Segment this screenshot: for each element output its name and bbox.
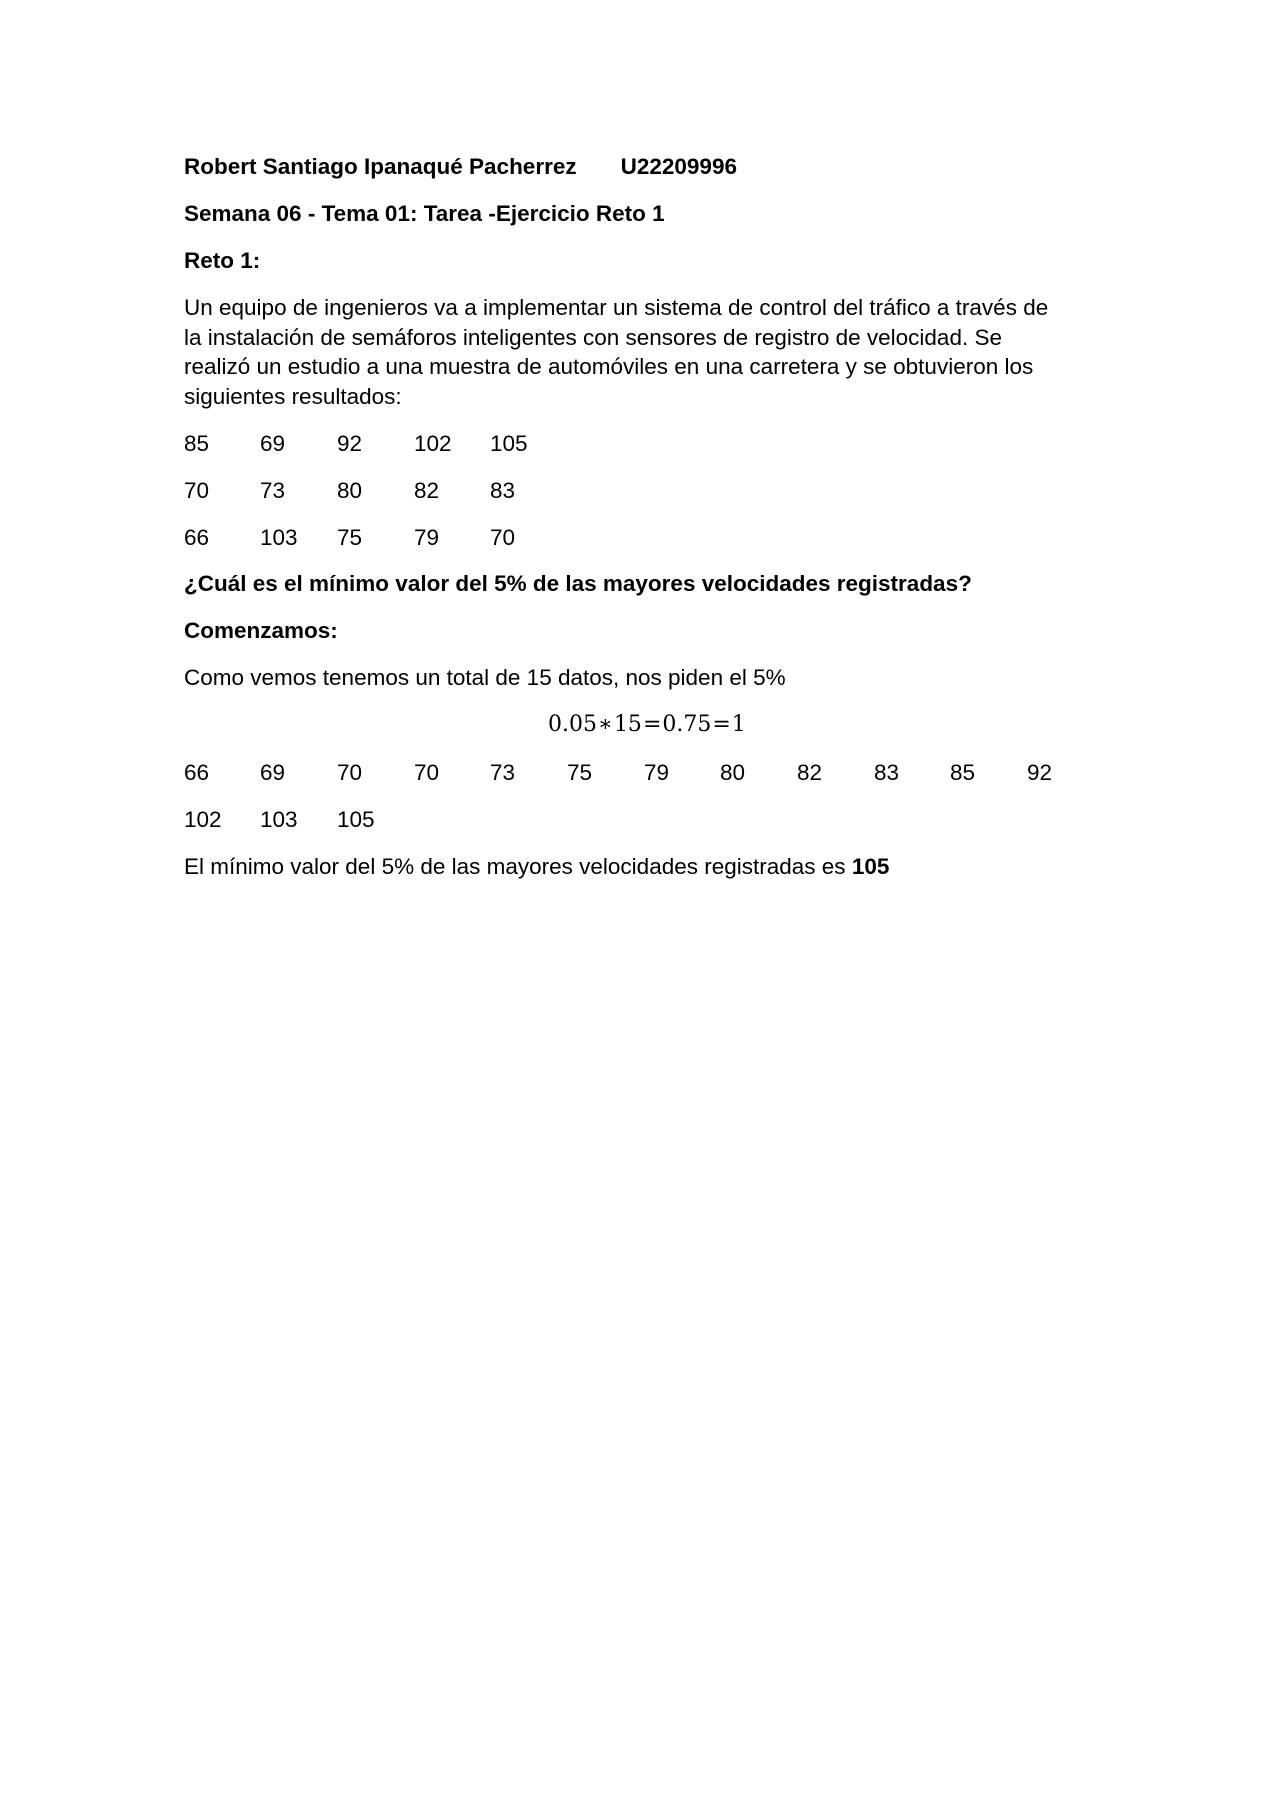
sorted-value: 83 <box>874 760 900 785</box>
data-value: 92 <box>337 431 363 456</box>
data-value: 69 <box>260 431 286 456</box>
formula-term: 0.75 <box>662 712 712 737</box>
sorted-value: 105 <box>337 807 375 832</box>
sorted-value: 70 <box>337 760 363 785</box>
sorted-value: 73 <box>490 760 516 785</box>
formula-term: 15 <box>613 712 642 737</box>
problem-line: siguientes resultados: <box>184 383 402 409</box>
sorted-value: 85 <box>950 760 976 785</box>
data-value: 70 <box>184 478 210 503</box>
sorted-value: 79 <box>644 760 670 785</box>
author-name: Robert Santiago Ipanaqué Pacherrez <box>184 154 577 179</box>
author-line <box>184 153 737 181</box>
conclusion <box>184 853 889 881</box>
problem-line: realizó un estudio a una muestra de automóviles en una carretera y se obtuvieron los <box>184 354 1034 379</box>
sorted-value: 102 <box>184 807 222 832</box>
problem-line: la instalación de semáforos inteligentes con sensores de registro de velocidad. Se <box>184 324 1002 350</box>
data-value: 80 <box>337 478 363 503</box>
conclusion-text: El mínimo valor del 5% de las mayores velocidades registradas es <box>184 854 852 879</box>
sorted-value: 82 <box>797 760 823 785</box>
data-value: 103 <box>260 525 298 550</box>
equals-sign: = <box>642 712 662 737</box>
data-value: 79 <box>414 525 440 550</box>
problem-line: Un equipo de ingenieros va a implementar un sistema de control del tráfico a través de <box>184 295 1049 320</box>
sorted-value: 66 <box>184 760 210 785</box>
problem-statement <box>184 293 1104 411</box>
formula <box>548 711 746 739</box>
data-value: 75 <box>337 525 363 550</box>
sorted-value: 80 <box>720 760 746 785</box>
question: ¿Cuál es el mínimo valor del 5% de las mayores velocidades registradas? <box>184 571 972 596</box>
assignment-title: Semana 06 - Tema 01: Tarea -Ejercicio Reto 1 <box>184 201 665 226</box>
data-value: 105 <box>490 431 528 456</box>
data-value: 83 <box>490 478 516 503</box>
data-value: 70 <box>490 525 516 550</box>
formula-term: 1 <box>731 712 746 737</box>
formula-term: 0.05 <box>548 712 597 737</box>
data-value: 85 <box>184 431 210 456</box>
section-heading: Reto 1: <box>184 248 261 273</box>
student-id: U22209996 <box>620 154 737 179</box>
equals-sign: = <box>712 712 731 737</box>
sorted-value: 92 <box>1027 760 1053 785</box>
sorted-value: 103 <box>260 807 298 832</box>
multiply-sign: ∗ <box>597 712 613 737</box>
data-value: 73 <box>260 478 286 503</box>
sorted-value: 70 <box>414 760 440 785</box>
data-value: 66 <box>184 525 210 550</box>
data-value: 102 <box>414 431 452 456</box>
conclusion-value: 105 <box>851 854 890 879</box>
solution-intro: Como vemos tenemos un total de 15 datos, nos piden el 5% <box>184 665 786 690</box>
data-value: 82 <box>414 478 440 503</box>
sorted-value: 69 <box>260 760 286 785</box>
solution-heading: Comenzamos: <box>184 618 338 643</box>
sorted-value: 75 <box>567 760 593 785</box>
